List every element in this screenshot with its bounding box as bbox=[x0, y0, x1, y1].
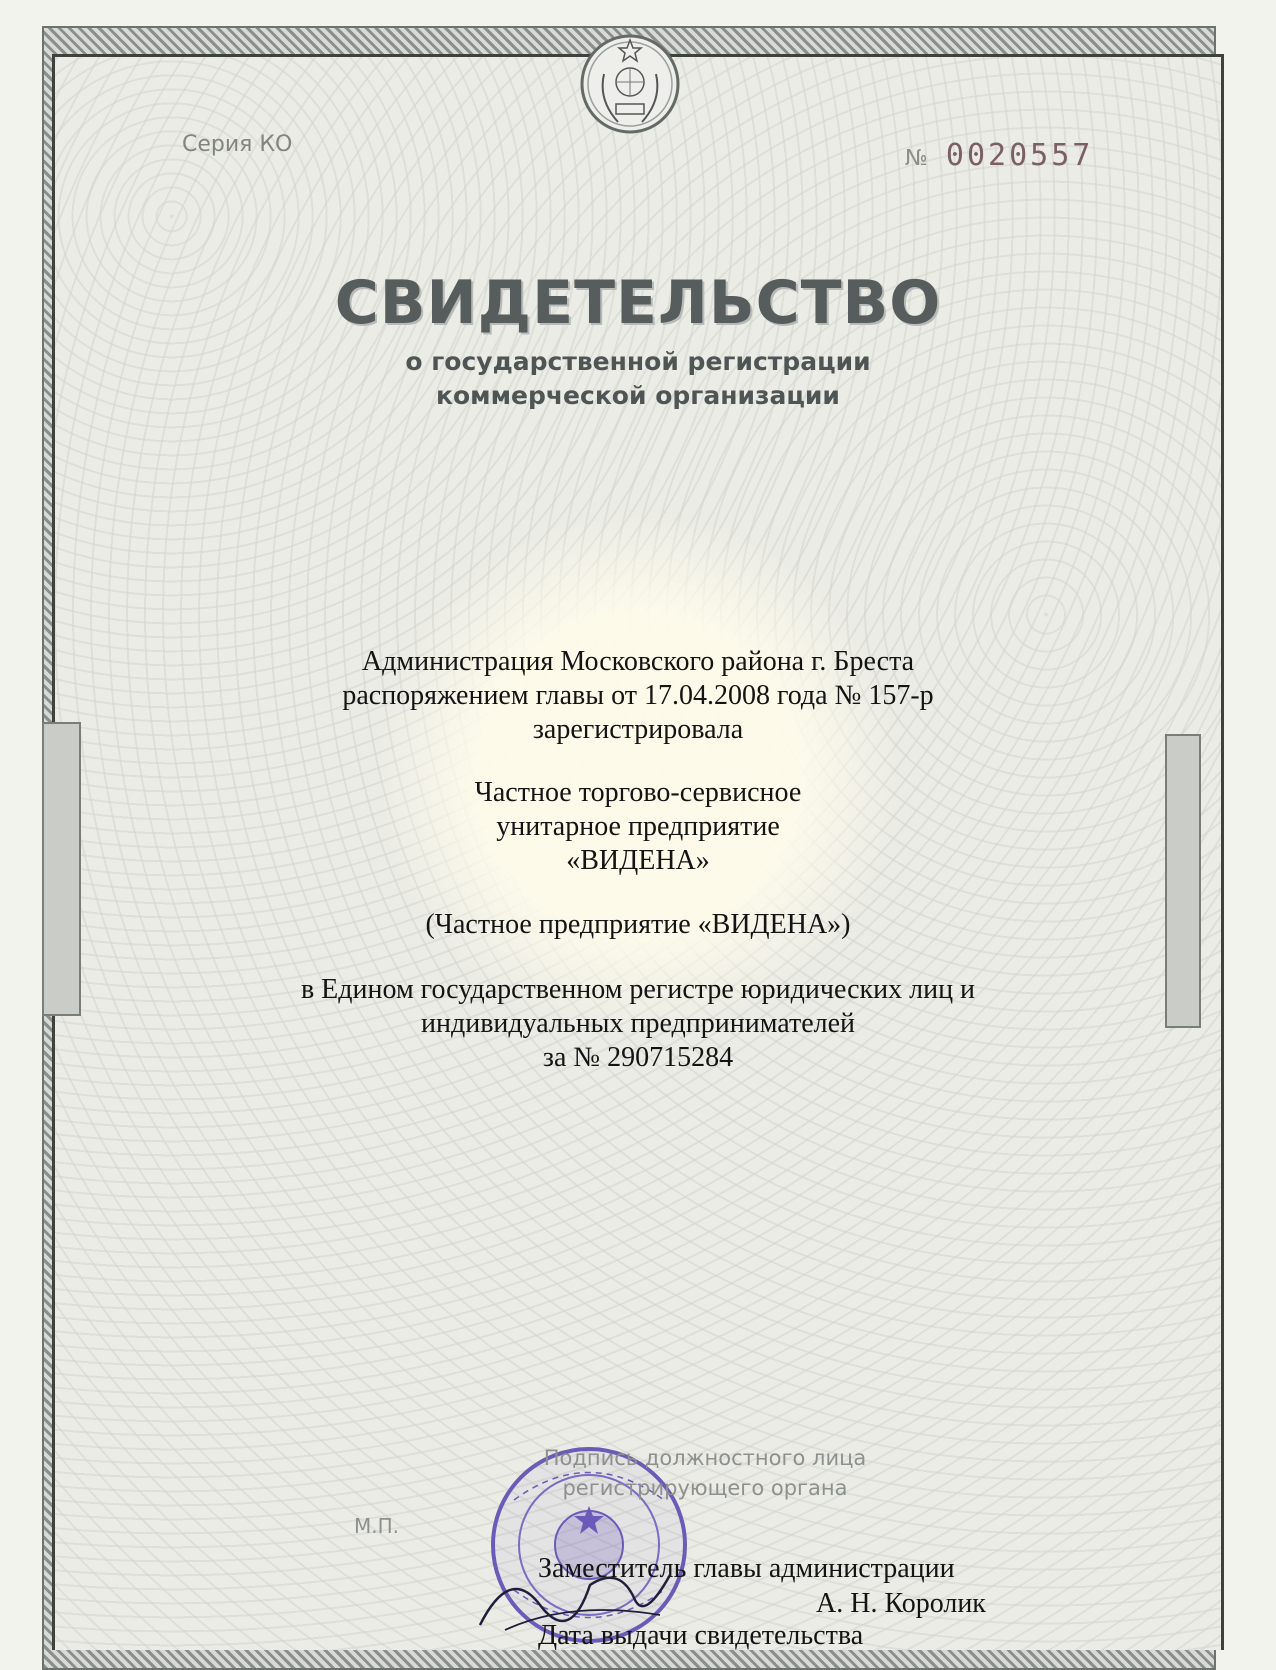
decree-text: распоряжением главы от 17.04.2008 года № 157-р bbox=[342, 680, 934, 711]
signature-caption-line-1: Подпись должностного лица bbox=[543, 1446, 867, 1470]
org-name-line-3: «ВИДЕНА» bbox=[566, 845, 710, 876]
stamp-place-label: М.П. bbox=[354, 1514, 400, 1538]
certificate-number bbox=[905, 138, 1093, 173]
short-name-text: (Частное предприятие «ВИДЕНА») bbox=[425, 909, 851, 940]
registration-number: за № 290715284 bbox=[542, 1042, 734, 1073]
subtitle-line-1: о государственной регистрации bbox=[405, 347, 871, 376]
number-sign: № bbox=[905, 146, 928, 171]
state-emblem-icon bbox=[578, 30, 682, 138]
register-line-2: индивидуальных предпринимателей bbox=[421, 1008, 855, 1039]
signature-caption-line-2: регистрирующего органа bbox=[562, 1476, 848, 1500]
registered-text: зарегистрировала bbox=[532, 714, 744, 745]
org-name-line-2: унитарное предприятие bbox=[496, 811, 780, 842]
official-position: Заместитель главы администрации bbox=[538, 1553, 955, 1584]
serial-number: 0020557 bbox=[945, 138, 1094, 173]
issue-date-label: Дата выдачи свидетельства bbox=[538, 1620, 864, 1651]
certificate-title: СВИДЕТЕЛЬСТВО bbox=[334, 268, 942, 338]
org-name-line-1: Частное торгово-сервисное bbox=[474, 777, 802, 808]
authority-text: Администрация Московского района г. Бреста bbox=[361, 646, 915, 677]
handwritten-signature-icon bbox=[470, 1545, 680, 1645]
subtitle-line-2: коммерческой организации bbox=[436, 381, 840, 410]
register-line-1: в Едином государственном регистре юридических лиц и bbox=[300, 974, 976, 1005]
series-label: Серия КО bbox=[182, 132, 293, 157]
signer-name: А. Н. Королик bbox=[816, 1588, 986, 1619]
